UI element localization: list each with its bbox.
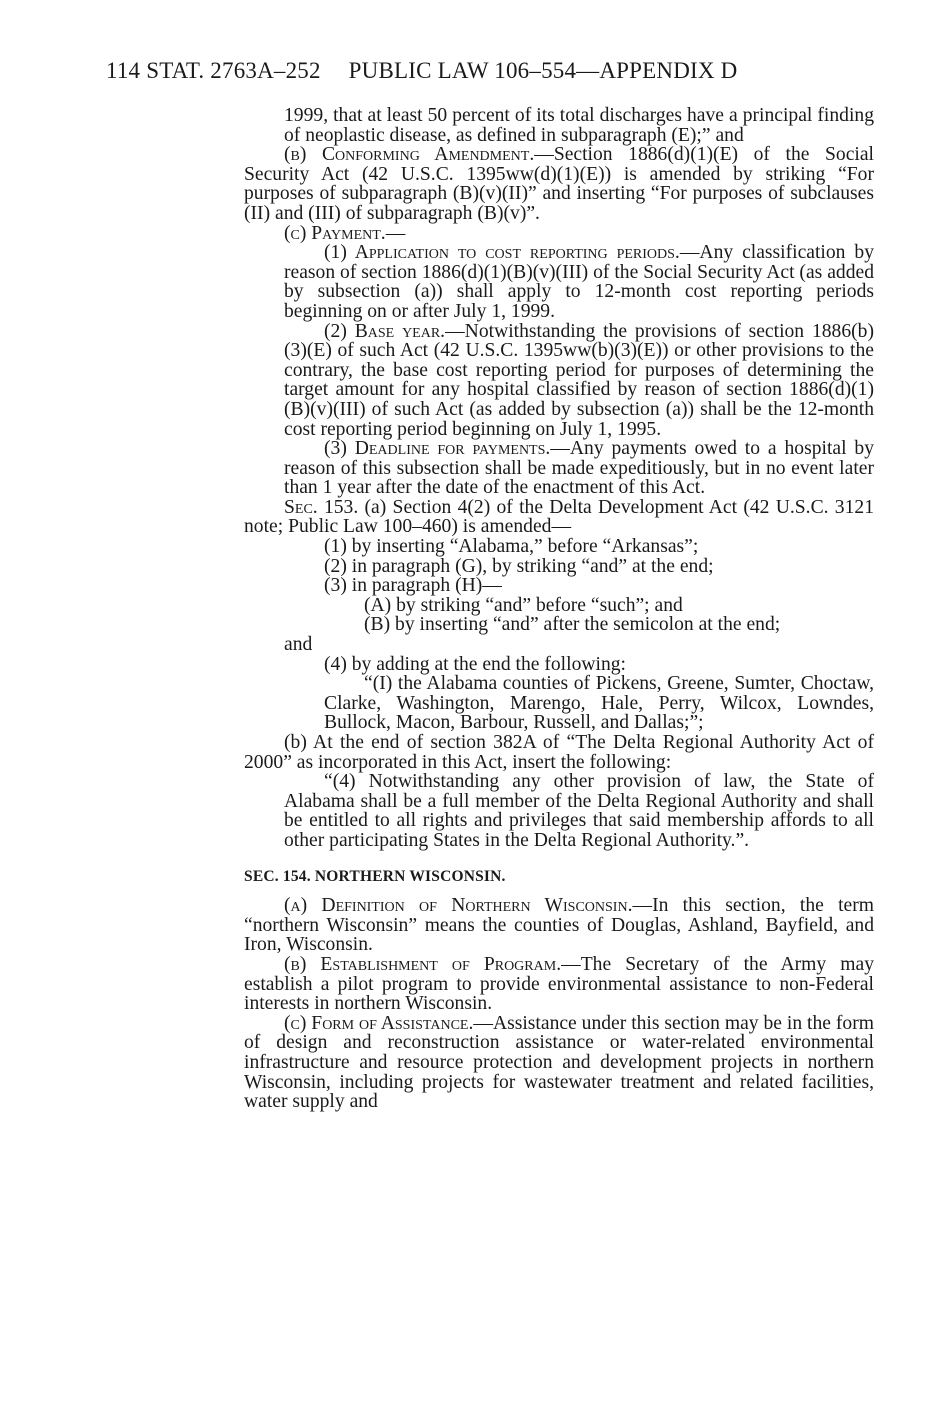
paragraph: (4) by adding at the end the following:: [324, 653, 627, 675]
paragraph: (3) Deadline for payments.—Any payments owed to a hospital by reason of this subsection shall be made expeditiously, but in no event later than 1 year after the date of the enactment of this Act.: [284, 438, 874, 499]
paragraph: 1999, that at least 50 percent of its total discharges have a principal finding of neoplastic disease, as defined in subparagraph (E);” and: [284, 105, 874, 146]
page-reference: 114 STAT. 2763A–252: [106, 58, 321, 83]
running-header: [106, 58, 866, 84]
quoted-paragraph: “(4) Notwithstanding any other provision of law, the State of Alabama shall be a full member of the Delta Regional Authority and shall be entitled to all rights and privileges that said membership affords to all other participating States in the Delta Regional Authority.”.: [284, 771, 874, 851]
paragraph: (B) by inserting “and” after the semicolon at the end;: [364, 614, 781, 636]
section-heading: SEC. 154. NORTHERN WISCONSIN.: [244, 867, 506, 885]
quoted-paragraph: “(I) the Alabama counties of Pickens, Greene, Sumter, Choctaw, Clarke, Washington, Marengo, Hale, Perry, Wilcox, Lowndes, Bullock, Macon, Barbour, Russell, and Dallas;”;: [324, 673, 874, 734]
paragraph: (3) in paragraph (H)—: [324, 575, 502, 597]
paragraph: Sec. 153. (a) Section 4(2) of the Delta Development Act (42 U.S.C. 3121 note; Public Law 100–460) is amended—: [244, 496, 874, 538]
paragraph: (c) Form of Assistance.—Assistance under this section may be in the form of design and reconstruction assistance or water-related environmental infrastructure and resource protection and development projects in northern Wisconsin, including projects for wastewater treatment and related facilities, water supply and: [244, 1012, 874, 1113]
paragraph: (b) Conforming Amendment.—Section 1886(d)(1)(E) of the Social Security Act (42 U.S.C. 1395ww(d)(1)(E)) is amended by striking “For purposes of subparagraph (B)(v)(II)” and inserting “For purposes of subclauses (II) and (III) of subparagraph (B)(v)”.: [244, 144, 875, 224]
document-body: [244, 106, 874, 1112]
paragraph: (b) At the end of section 382A of “The Delta Regional Authority Act of 2000” as incorporated in this Act, insert the following:: [244, 732, 874, 773]
paragraph: (b) Establishment of Program.—The Secretary of the Army may establish a pilot program to provide environmental assistance to non-Federal interests in northern Wisconsin.: [244, 953, 874, 1015]
header-title: PUBLIC LAW 106–554—APPENDIX D: [348, 58, 738, 83]
paragraph: (a) Definition of Northern Wisconsin.—In this section, the term “northern Wisconsin” means the counties of Douglas, Ashland, Bayfield, and Iron, Wisconsin.: [244, 895, 874, 956]
paragraph: (1) Application to cost reporting periods.—Any classification by reason of section 1886(d)(1)(B)(v)(III) of the Social Security Act (as added by subsection (a)) shall apply to 12-month cost reporting periods beginning on or after July 1, 1999.: [284, 242, 874, 322]
paragraph: (A) by striking “and” before “such”; and: [364, 594, 683, 616]
paragraph: and: [284, 634, 313, 656]
paragraph: (1) by inserting “Alabama,” before “Arkansas”;: [324, 536, 699, 558]
paragraph: (c) Payment.—: [284, 222, 406, 244]
paragraph: (2) Base year.—Notwithstanding the provisions of section 1886(b)(3)(E) of such Act (42 U.S.C. 1395ww(b)(3)(E)) or other provisions to the contrary, the base cost reporting period for purposes of determining the target amount for any hospital classified by reason of section 1886(d)(1)(B)(v)(III) of such Act (as added by subsection (a)) shall be the 12-month cost reporting period beginning on July 1, 1995.: [284, 320, 874, 440]
paragraph: (2) in paragraph (G), by striking “and” at the end;: [324, 555, 714, 577]
